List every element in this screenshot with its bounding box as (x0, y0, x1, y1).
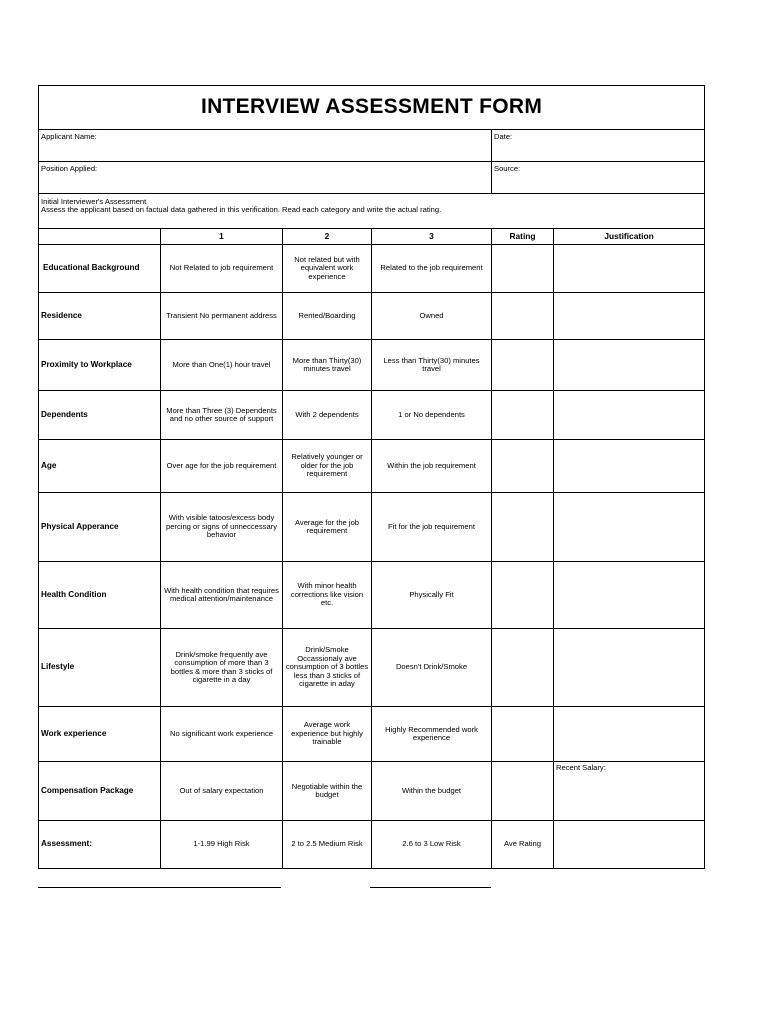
assessment-row (39, 821, 705, 869)
column-header-rating: Rating (492, 229, 554, 245)
instructions-heading: Initial Interviewer's Assessment (41, 197, 147, 206)
form-body (39, 86, 705, 869)
criterion-option-3: Physically Fit (372, 562, 492, 629)
criterion-option-2: More than Thirty(30) minutes travel (283, 340, 372, 391)
position-applied-field[interactable] (39, 162, 492, 194)
criterion-option-2: With 2 dependents (283, 391, 372, 440)
criterion-option-2: Average for the job requirement (283, 493, 372, 562)
source-field[interactable] (492, 162, 705, 194)
instructions-text: Assess the applicant based on factual data gathered in this verification. Read each category and write the actual rating. (41, 205, 442, 215)
recent-salary-cell[interactable]: Recent Salary: (554, 762, 705, 821)
criterion-option-2: Average work experience but highly trainable (283, 707, 372, 762)
justification-input-cell[interactable] (554, 440, 705, 493)
column-header-justification: Justification (554, 229, 705, 245)
justification-input-cell[interactable] (554, 493, 705, 562)
criterion-row (39, 629, 705, 707)
criterion-option-1: With visible tatoos/excess body percing or signs of unneccessary behavior (161, 493, 283, 562)
criterion-row (39, 391, 705, 440)
criterion-option-2: Relatively younger or older for the job requirement (283, 440, 372, 493)
criterion-option-1: More than One(1) hour travel (161, 340, 283, 391)
rating-input-cell[interactable] (492, 707, 554, 762)
criterion-row (39, 293, 705, 340)
criterion-label: Age (39, 440, 161, 493)
justification-input-cell[interactable] (554, 629, 705, 707)
criterion-label: Educational Background (39, 245, 161, 293)
criterion-option-1: Over age for the job requirement (161, 440, 283, 493)
criterion-option-1: With health condition that requires medical attention/maintenance (161, 562, 283, 629)
assessment-option-1: 1-1.99 High Risk (161, 821, 283, 869)
date-signature-line (370, 887, 491, 888)
column-header-3: 3 (372, 229, 492, 245)
criterion-row (39, 762, 705, 821)
assessment-label: Assessment: (39, 821, 161, 869)
criterion-row (39, 340, 705, 391)
header-blank-cell (39, 229, 161, 245)
criterion-option-2: Negotiable within the budget (283, 762, 372, 821)
criterion-option-3: Less than Thirty(30) minutes travel (372, 340, 492, 391)
criterion-row (39, 707, 705, 762)
criterion-label: Residence (39, 293, 161, 340)
criterion-option-1: More than Three (3) Dependents and no other source of support (161, 391, 283, 440)
criterion-option-1: Out of salary expectation (161, 762, 283, 821)
date-field[interactable] (492, 130, 705, 162)
criterion-label: Health Condition (39, 562, 161, 629)
criterion-option-3: Within the job requirement (372, 440, 492, 493)
rating-input-cell[interactable] (492, 440, 554, 493)
form-title: INTERVIEW ASSESSMENT FORM (39, 86, 705, 130)
source-label: Source: (494, 164, 521, 173)
rating-input-cell[interactable] (492, 493, 554, 562)
rating-input-cell[interactable] (492, 391, 554, 440)
assessment-option-2: 2 to 2.5 Medium Risk (283, 821, 372, 869)
rating-input-cell[interactable] (492, 340, 554, 391)
criterion-option-3: Owned (372, 293, 492, 340)
criterion-option-1: No significant work experience (161, 707, 283, 762)
rating-input-cell[interactable] (492, 293, 554, 340)
criterion-option-2: Rented/Boarding (283, 293, 372, 340)
criterion-option-3: 1 or No dependents (372, 391, 492, 440)
justification-input-cell[interactable] (554, 293, 705, 340)
column-header-1: 1 (161, 229, 283, 245)
rating-input-cell[interactable] (492, 562, 554, 629)
criterion-row (39, 562, 705, 629)
justification-input-cell[interactable] (554, 391, 705, 440)
justification-input-cell[interactable] (554, 707, 705, 762)
criterion-option-2: Drink/Smoke Occassionaly ave consumption of 3 bottles less than 3 sticks of cigarette in aday (283, 629, 372, 707)
rating-input-cell[interactable] (492, 629, 554, 707)
criterion-label: Work experience (39, 707, 161, 762)
interviewer-signature-line (38, 887, 281, 888)
criterion-option-2: With minor health corrections like vision etc. (283, 562, 372, 629)
assessment-form-table (38, 85, 705, 869)
criterion-label: Proximity to Workplace (39, 340, 161, 391)
criterion-label: Compensation Package (39, 762, 161, 821)
criterion-option-3: Highly Recommended work experience (372, 707, 492, 762)
criterion-row (39, 493, 705, 562)
date-label: Date: (494, 132, 513, 141)
criterion-option-3: Doesn't Drink/Smoke (372, 629, 492, 707)
criterion-row (39, 440, 705, 493)
criterion-row (39, 245, 705, 293)
assessment-justification-cell[interactable] (554, 821, 705, 869)
ave-rating-cell: Ave Rating (492, 821, 554, 869)
criterion-option-2: Not related but with equivalent work experience (283, 245, 372, 293)
column-header-row (39, 229, 705, 245)
justification-input-cell[interactable] (554, 562, 705, 629)
criterion-option-3: Related to the job requirement (372, 245, 492, 293)
justification-input-cell[interactable] (554, 245, 705, 293)
rating-input-cell[interactable] (492, 762, 554, 821)
applicant-name-field[interactable] (39, 130, 492, 162)
applicant-name-label: Applicant Name: (41, 132, 97, 141)
column-header-2: 2 (283, 229, 372, 245)
criterion-option-1: Transient No permanent address (161, 293, 283, 340)
position-applied-label: Position Applied: (41, 164, 98, 173)
criterion-label: Dependents (39, 391, 161, 440)
criterion-label: Lifestyle (39, 629, 161, 707)
instructions-cell (39, 194, 705, 229)
rating-input-cell[interactable] (492, 245, 554, 293)
criterion-option-3: Within the budget (372, 762, 492, 821)
assessment-option-3: 2.6 to 3 Low Risk (372, 821, 492, 869)
justification-input-cell[interactable] (554, 340, 705, 391)
criterion-option-1: Drink/smoke frequently ave consumption of more than 3 bottles & more than 3 sticks of cigarette in a day (161, 629, 283, 707)
criterion-label: Physical Apperance (39, 493, 161, 562)
criterion-option-3: Fit for the job requirement (372, 493, 492, 562)
criterion-option-1: Not Related to job requirement (161, 245, 283, 293)
